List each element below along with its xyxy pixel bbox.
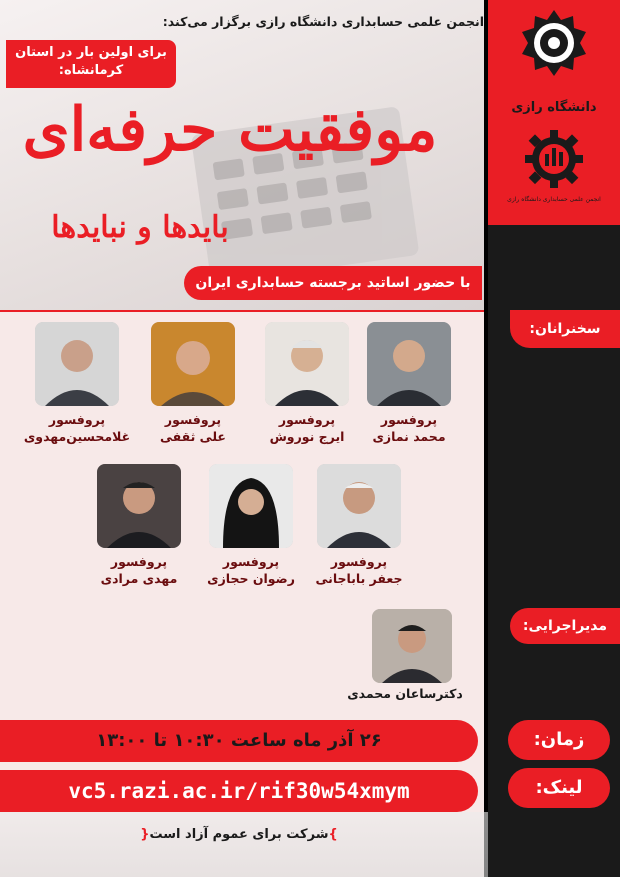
time-text: ۲۶ آذر ماه ساعت ۱۰:۳۰ تا ۱۳:۰۰	[96, 730, 382, 751]
manager-label: مدیراجرایی:	[510, 608, 620, 644]
divider	[0, 310, 488, 312]
speaker-title: پروفسور	[222, 554, 280, 569]
event-title: موفقیت حرفه‌ای	[22, 95, 438, 165]
speaker-title: پروفسور	[278, 412, 336, 427]
speaker-name: غلامحسین‌مهدوی	[23, 429, 131, 444]
speaker-name: مهدی مرادی	[100, 571, 178, 586]
manager-photo	[372, 609, 452, 683]
razi-university-logo-icon	[518, 8, 590, 80]
organizer-text: انجمن علمی حسابداری دانشگاه رازی برگزار می‌کند:	[162, 14, 484, 29]
speaker-photo	[35, 322, 119, 406]
speaker-card	[138, 322, 248, 444]
speaker-photo	[367, 322, 451, 406]
speaker-photo	[265, 322, 349, 406]
footer-note: }شرکت برای عموم آزاد است{	[140, 827, 338, 842]
footer-note-text: شرکت برای عموم آزاد است	[149, 827, 329, 842]
speaker-name: علی ثقفی	[160, 429, 226, 444]
speaker-name: محمد نمازی	[372, 429, 446, 444]
first-time-line1: برای اولین بار در استان	[15, 45, 167, 60]
speaker-title: پروفسور	[380, 412, 438, 427]
event-subtitle: بایدها و نبایدها	[51, 210, 229, 245]
speaker-title: پروفسور	[48, 412, 106, 427]
speaker-photo	[209, 464, 293, 548]
speaker-card	[354, 322, 464, 444]
bottom-background	[0, 812, 488, 877]
logo-panel	[488, 0, 620, 225]
professors-banner: با حضور اساتید برجسته حسابداری ایران	[184, 266, 482, 300]
first-time-badge	[6, 40, 176, 88]
first-time-line2: کرمانشاه:	[58, 63, 124, 78]
logo-subcaption: انجمن علمی حسابداری دانشگاه رازی	[507, 196, 601, 203]
speaker-card	[304, 464, 414, 586]
speaker-name: ایرج نوروش	[269, 429, 345, 444]
speaker-card	[252, 322, 362, 444]
speaker-name: جعفر باباجانی	[315, 571, 403, 586]
speaker-photo	[97, 464, 181, 548]
manager-name: دکترساعان محمدی	[347, 686, 463, 701]
time-label: زمان:	[508, 720, 610, 760]
speaker-photo	[317, 464, 401, 548]
speaker-card	[22, 322, 132, 444]
speaker-name: رضوان حجازی	[207, 571, 295, 586]
speaker-card	[196, 464, 306, 586]
speaker-card	[84, 464, 194, 586]
speaker-title: پروفسور	[164, 412, 222, 427]
speaker-title: پروفسور	[330, 554, 388, 569]
link-label: لینک:	[508, 768, 610, 808]
association-gear-logo-icon	[523, 128, 585, 190]
meeting-link[interactable]: vc5.razi.ac.ir/rif30w54xmym	[68, 779, 410, 803]
logo-caption: دانشگاه رازی	[511, 100, 597, 115]
speaker-title: پروفسور	[110, 554, 168, 569]
speakers-label: سخنرانان:	[510, 310, 620, 348]
speaker-photo	[151, 322, 235, 406]
